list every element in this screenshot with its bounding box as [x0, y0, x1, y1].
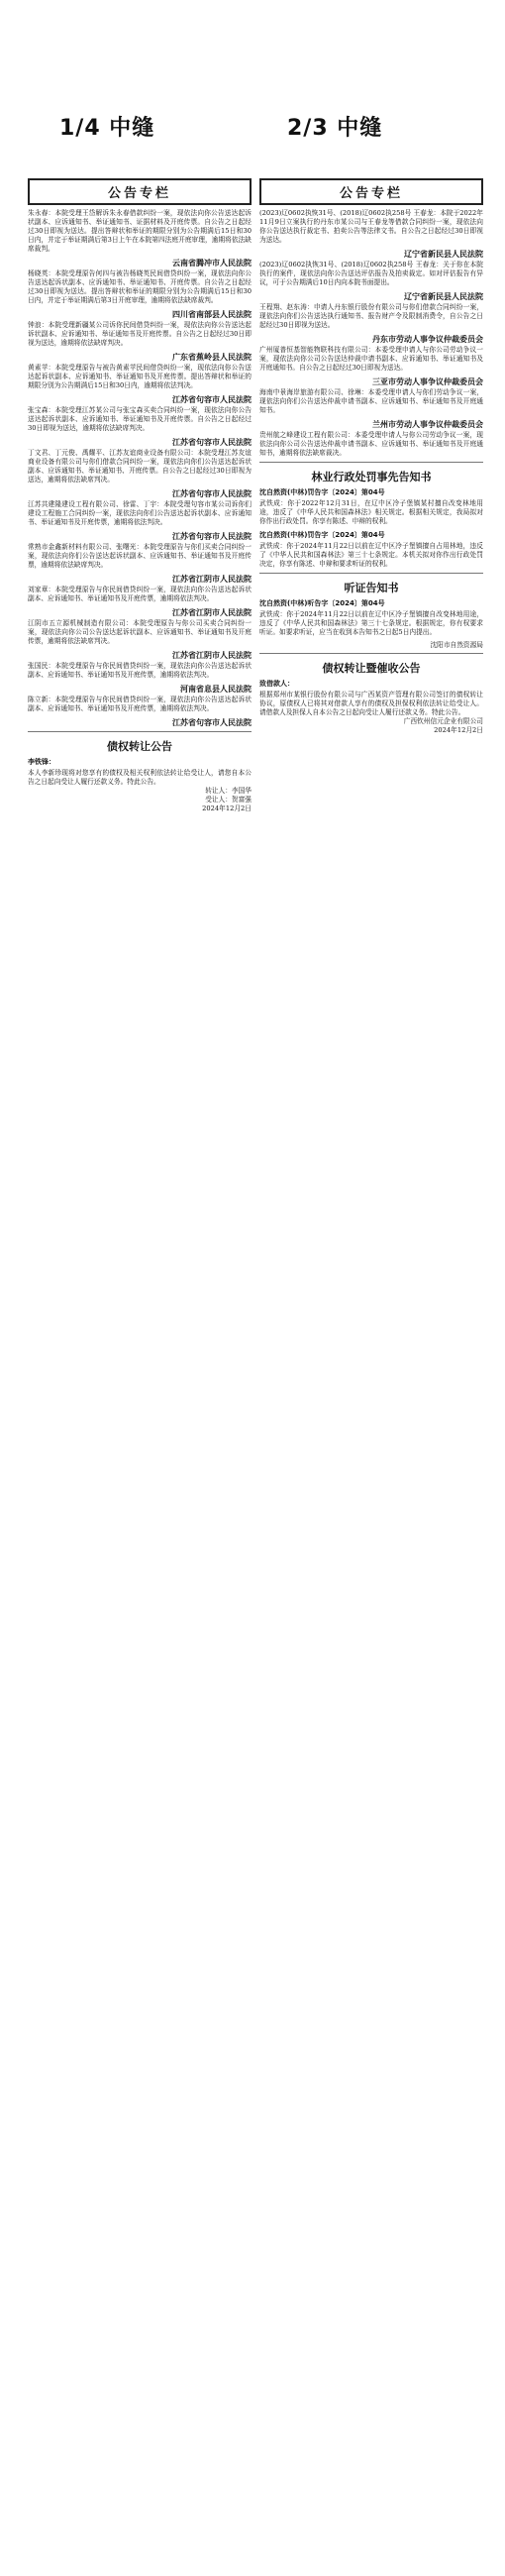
notice-text: 江苏共建隆建设工程有限公司、徐雷、丁宇：本院受理句容市某公司诉你们建设工程施工合同纠纷一案，现依法向你们公告送达起诉状副本、应诉通知书、举证通知书及开庭传票，逾期将依法判决。 [28, 500, 252, 526]
forest-item-ref: 沈自然资(中林)罚告字〔2024〕第04号 [259, 488, 385, 496]
notice-text: 黄素苹：本院受理原告与被告黄素苹民间借贷纠纷一案，现依法向你公告送达起诉状副本、应诉通知书、举证通知书及开庭传票。提出答辩状和举证的期限分别为公告期满后15日和30日内，逾期将依法判决。 [28, 364, 252, 389]
notice [259, 249, 483, 287]
left-transfer-title: 债权转让公告 [107, 740, 172, 753]
notice-text: (2023)辽0602执恢31号、(2018)辽0602执258号 王春龙：关于你在本院执行的案件，现依法向你公告送达评估报告及拍卖裁定。如对评估报告有异议，可于公告期满后10日内向本院书面提出。 [259, 261, 483, 286]
notice-text: 江阴市五立源机械制造有限公司：本院受理原告与你公司买卖合同纠纷一案，现依法向你公司公告送达起诉状副本、应诉通知书、举证通知书及开庭传票，逾期将依法缺席判决。 [28, 619, 252, 645]
notice-text: 张国民：本院受理原告与你民间借贷纠纷一案，现依法向你公告送达起诉状副本、应诉通知书、举证通知书及开庭传票，逾期将依法判决。 [28, 662, 252, 679]
notice-text: 张宝森：本院受理江苏某公司与张宝森买卖合同纠纷一案，现依法向你公告送达起诉状副本、应诉通知书、举证通知书及开庭传票。自公告之日起经过30日即视为送达，逾期将依法缺席判决。 [28, 406, 252, 432]
notice-court: 辽宁省新民县人民法院 [404, 292, 483, 301]
left-banner: 公告专栏 [28, 178, 252, 205]
notice-text: 刘家章：本院受理原告与你民间借贷纠纷一案，现依法向你公告送达起诉状副本、应诉通知书、举证通知书及开庭传票，逾期将依法判决。 [28, 586, 252, 602]
right-banner: 公告专栏 [259, 178, 483, 205]
notice [28, 258, 252, 305]
header-right-label: 2/3 中缝 [287, 116, 383, 141]
notice [28, 437, 252, 484]
notice-text: 杨晓英：本院受理原告何四与被告杨晓英民间借贷纠纷一案，现依法向你公告送达起诉状副本、应诉通知书、举证通知书、开庭传票。自公告之日起经过30日即视为送达。提出答辩状和举证的期限分别为公告期满后15日和30日内，并定于举证期满后第3日开庭审理，逾期将依法缺席裁判。 [28, 269, 252, 304]
forest-title: 林业行政处罚事先告知书 [311, 471, 432, 483]
hearing-items [259, 598, 483, 637]
hearing-item-text: 武铁成：你于2024年11月22日以前在辽中区冷子堡镇擅自改变林地用途，违反了《中华人民共和国森林法》第三十七条规定。根据规定，你有权要求听证。如要求听证，应当在收到本告知书之日起5日内提出。 [259, 610, 483, 636]
right-transfer-date: 2024年12月2日 [434, 726, 483, 734]
left-column [28, 178, 252, 813]
notice-court: 江苏省句容市人民法院 [172, 438, 252, 447]
notice [28, 650, 252, 680]
notice [28, 607, 252, 646]
notice-court: 江苏省江阴市人民法院 [172, 651, 252, 660]
notice-court: 江苏省句容市人民法院 [172, 489, 252, 498]
notice-text: 朱永春：本院受理王岱解诉朱永春借款纠纷一案，现依法向你公告送达起诉状副本、应诉通知书、举证通知书、证据材料及开庭传票。自公告之日起经过30日即视为送达。提出答辩状和举证的期限分别为公告期满后15日和30日内，并定于举证期满后第3日上午在本院第四法庭开庭审理，逾期将依法缺席裁判。 [28, 209, 252, 253]
notice [28, 488, 252, 527]
forest-items [259, 487, 483, 569]
left-transfer-sign2: 受让人：贺富强 [205, 796, 252, 804]
notice-text: 广州厦普恒基智能物联科技有限公司：本委受理申请人与你公司劳动争议一案，现依法向你公司公告送达仲裁申请书副本、应诉通知书、举证通知书及开庭通知书。自公告之日起经过30日即视为送达。 [259, 346, 483, 372]
notice-text: 丁文君、丁元俊、禹耀平、江苏友谊商业设备有限公司：本院受理江苏友谊商业设备有限公司与你们借款合同纠纷一案，现依法向你们公告送达起诉状副本、应诉通知书、举证通知书、开庭传票。自公告之日起经过30日即视为送达，逾期将依法缺席判决。 [28, 449, 252, 483]
notice-court: 三亚市劳动人事争议仲裁委员会 [372, 377, 483, 386]
left-transfer-to: 李铁锋： [28, 758, 55, 766]
forest-item [259, 530, 483, 569]
right-transfer-title: 债权转让暨催收公告 [322, 662, 421, 675]
hearing-title: 听证告知书 [344, 582, 399, 594]
notice-text: 王程翔、赵东涛：申请人丹东银行股份有限公司与你们借款合同纠纷一案，现依法向你们公告送达执行通知书、报告财产令及限制消费令，自公告之日起经过30日即视为送达。 [259, 303, 483, 329]
notice [28, 531, 252, 570]
forest-item-text: 武铁成：你于2022年12月31日，在辽中区冷子堡镇某村擅自改变林地用途，违反了《中华人民共和国森林法》相关规定。根据相关规定，我局拟对你作出行政处罚。你享有陈述、申辩的权利。 [259, 499, 483, 525]
notice-court: 辽宁省新民县人民法院 [404, 250, 483, 259]
notice-text: 贵州航之峰建设工程有限公司：本委受理申请人与你公司劳动争议一案，现依法向你公司公告送达仲裁申请书副本、应诉通知书、举证通知书及开庭通知书，逾期将依法缺席裁决。 [259, 431, 483, 457]
notice-text: 常熟市金鑫新材料有限公司、张曙光：本院受理原告与你们买卖合同纠纷一案，现依法向你们公告送达起诉状副本、应诉通知书、举证通知书及开庭传票，逾期将依法缺席判决。 [28, 543, 252, 569]
hearing-sign: 沈阳市自然资源局 [430, 641, 483, 649]
divider [28, 731, 252, 732]
left-transfer-text: 本人李新珍现将对您享有的债权及相关权利依法转让给受让人，请您自本公告之日起向受让人履行还款义务。特此公告。 [28, 769, 252, 786]
notice-court: 江苏省句容市人民法院 [172, 532, 252, 541]
right-transfer-to: 致借款人： [259, 680, 294, 688]
left-transfer-date: 2024年12月2日 [202, 805, 252, 812]
forest-item-text: 武铁成：你于2024年11月22日以前在辽中区冷子堡镇擅自占用林地，违反了《中华人民共和国森林法》第三十七条规定。本机关拟对你作出行政处罚决定，你享有陈述、申辩和要求听证的权利。 [259, 542, 483, 568]
notice [259, 419, 483, 458]
notice-court: 广东省蕉岭县人民法院 [172, 353, 252, 362]
left-last-court: 江苏省句容市人民法院 [172, 718, 252, 727]
notice [28, 309, 252, 348]
divider [259, 573, 483, 574]
notice-text: 陈立新：本院受理原告与你民间借贷纠纷一案，现依法向你公告送达起诉状副本、应诉通知书、举证通知书及开庭传票，逾期将依法判决。 [28, 696, 252, 712]
forest-item [259, 487, 483, 526]
page-header [0, 0, 505, 168]
notice [259, 209, 483, 245]
notice [28, 209, 252, 254]
notice [28, 394, 252, 433]
right-transfer-text: 根据郑州市某银行股份有限公司与广西某资产管理有限公司签订的债权转让协议，原债权人已将其对借款人享有的债权及担保权利依法转让给受让人。请借款人及担保人自本公告之日起向受让人履行还款义务。特此公告。 [259, 691, 483, 716]
divider [259, 462, 483, 463]
hearing-item-ref: 沈自然资(中林)听告字〔2024〕第04号 [259, 599, 385, 607]
notice-court: 兰州市劳动人事争议仲裁委员会 [372, 420, 483, 429]
left-notices [28, 209, 252, 713]
notice-court: 丹东市劳动人事争议仲裁委员会 [372, 335, 483, 344]
notice-court: 四川省南部县人民法院 [172, 310, 252, 319]
hearing-item [259, 598, 483, 637]
notice-text: (2023)辽0602执恢31号、(2018)辽0602执258号 王春龙：本院于2022年11月9日立案执行的丹东市某公司与王春龙等借款合同纠纷一案，现依法向你公告送达执行裁定书、拍卖公告等法律文书。自公告之日起经过30日即视为送达。 [259, 209, 483, 244]
divider [259, 653, 483, 654]
notice-court: 云南省腾冲市人民法院 [172, 259, 252, 268]
header-left-label: 1/4 中缝 [59, 116, 155, 141]
right-transfer-sign: 广西钦州信元企业有限公司 [403, 717, 483, 725]
notice [28, 684, 252, 713]
notice [259, 376, 483, 415]
notice [259, 334, 483, 373]
notice-court: 河南省息县人民法院 [180, 685, 252, 694]
right-notices [259, 209, 483, 458]
right-column [259, 178, 483, 735]
notice [28, 352, 252, 390]
notice-court: 江苏省江阴市人民法院 [172, 608, 252, 617]
notice-text: 钟浪：本院受理新疆某公司诉你民间借贷纠纷一案，现依法向你公告送达起诉状副本、应诉通知书、举证通知书及开庭传票。自公告之日起经过30日即视为送达，逾期将依法缺席判决。 [28, 321, 252, 347]
notice-court: 江苏省句容市人民法院 [172, 395, 252, 404]
notice [28, 574, 252, 603]
notice [259, 291, 483, 330]
forest-item-ref: 沈自然资(中林)罚告字〔2024〕第04号 [259, 531, 385, 539]
notice-court: 江苏省江阴市人民法院 [172, 575, 252, 584]
left-transfer-sign: 转让人：李国华 [205, 787, 252, 795]
notice-text: 海南中景海岸旅游有限公司、徐琳：本委受理申请人与你们劳动争议一案，现依法向你们公告送达仲裁申请书副本、应诉通知书、举证通知书及开庭通知书。 [259, 388, 483, 414]
